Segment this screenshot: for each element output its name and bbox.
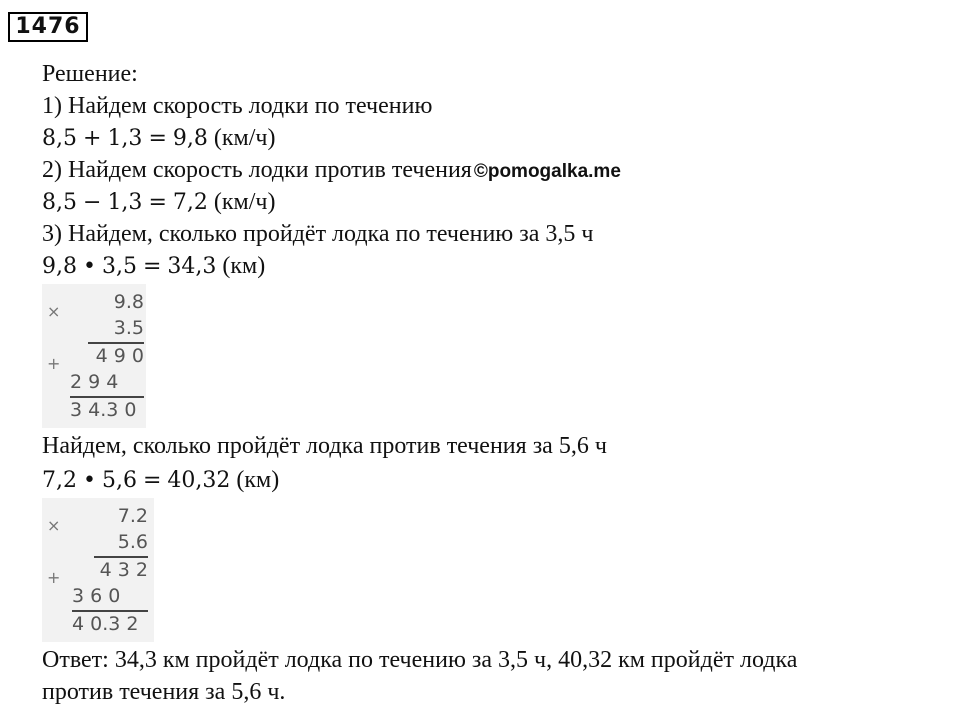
watermark: ©pomogalka.me (473, 161, 621, 182)
product-result: 3 4.3 0 (70, 399, 137, 421)
unit: (км/ч) (213, 189, 276, 215)
column-multiplication-2 (42, 498, 154, 642)
plus-sign: + (47, 568, 61, 587)
solution-heading: Решение: (42, 61, 138, 87)
step4-text: Найдем, сколько пройдёт лодка против течения за 5,6 ч (42, 433, 607, 459)
unit: (км) (236, 467, 280, 493)
equals-sign: = (142, 254, 162, 279)
operand-b: 5,6 (101, 468, 137, 493)
product-result: 4 0.3 2 (72, 613, 139, 635)
result: 34,3 (167, 254, 217, 279)
multiply-sign: × (47, 302, 61, 321)
answer-line-1: Ответ: 34,3 км пройдёт лодка по течению за 3,5 ч, 40,32 км пройдёт лодка (42, 647, 798, 673)
step1-equation (42, 122, 275, 155)
multiplicand: 7.2 (117, 505, 148, 527)
step2-equation (42, 186, 275, 219)
step4-equation (42, 464, 279, 497)
operand-a: 9,8 (42, 254, 77, 279)
multiplicand: 9.8 (113, 291, 144, 313)
equals-sign: = (148, 190, 167, 215)
result: 9,8 (172, 126, 208, 151)
answer-line-2: против течения за 5,6 ч. (42, 679, 286, 705)
task-number: 1476 (8, 12, 88, 42)
operator: • (83, 468, 96, 493)
operand-a: 7,2 (42, 468, 77, 493)
multiplier: 3.5 (113, 317, 144, 339)
plus-sign: + (47, 354, 61, 373)
step2-line (42, 154, 621, 188)
operand-a: 8,5 (42, 126, 77, 151)
unit: (км) (222, 253, 266, 279)
equals-sign: = (142, 468, 162, 493)
step3-text: 3) Найдем, сколько пройдёт лодка по течению за 3,5 ч (42, 221, 594, 247)
equals-sign: = (148, 126, 167, 151)
result: 40,32 (167, 468, 231, 493)
step3-equation (42, 250, 265, 283)
step2-text: 2) Найдем скорость лодки против течения (42, 157, 472, 183)
operator: − (83, 190, 102, 215)
partial-product-1: 4 3 2 (99, 559, 148, 581)
operator: + (83, 126, 102, 151)
unit: (км/ч) (213, 125, 276, 151)
column-multiplication-1 (42, 284, 146, 428)
step1-text: 1) Найдем скорость лодки по течению (42, 93, 433, 119)
multiplier: 5.6 (117, 531, 148, 553)
result: 7,2 (172, 190, 208, 215)
operator: • (83, 254, 96, 279)
operand-b: 1,3 (107, 126, 143, 151)
partial-product-2: 2 9 4 (70, 371, 119, 393)
operand-b: 3,5 (101, 254, 137, 279)
operand-b: 1,3 (107, 190, 143, 215)
operand-a: 8,5 (42, 190, 77, 215)
multiply-sign: × (47, 516, 61, 535)
partial-product-1: 4 9 0 (95, 345, 144, 367)
partial-product-2: 3 6 0 (72, 585, 121, 607)
